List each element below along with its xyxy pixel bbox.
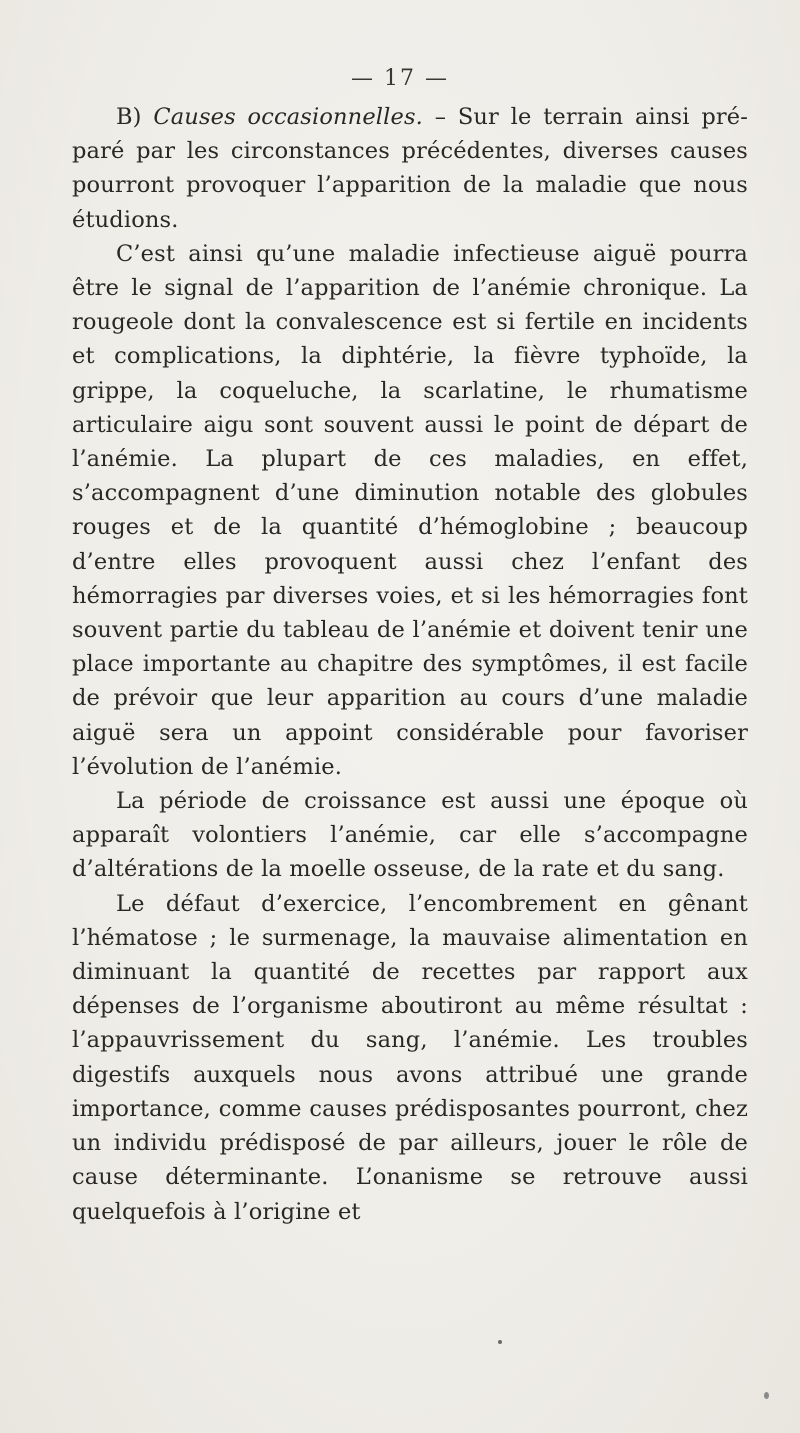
body-text bbox=[72, 100, 748, 1229]
page-number: — 17 — bbox=[351, 66, 449, 91]
print-speck bbox=[764, 1392, 769, 1399]
paragraph-lack-of-exercise: Le défaut d’exercice, l’encombrement en gênant l’hématose ; le surmenage, la mauvaise alimentation en diminuant la quantité de recettes par rapport aux dépenses de l’organisme aboutiront au même résultat : l’appauvrissement du sang, l’anémie. Les troubles digestifs auxquels nous avons attribué une grande importance, comme causes prédisposantes pourront, chez un individu prédisposé de par ailleurs, jouer le rôle de cause déterminante. L’onanisme se retrouve aussi quelquefois à l’origine et bbox=[72, 890, 748, 1225]
section-marker: B) bbox=[116, 104, 142, 130]
section-intro: – Sur le terrain ainsi pré-paré par les circonstances précédentes, diverses causes pourront provoquer l’apparition de la maladie que nous étudions. bbox=[72, 104, 748, 233]
print-speck bbox=[498, 1340, 502, 1344]
paragraph-infectious-diseases: C’est ainsi qu’une maladie infectieuse aiguë pourra être le signal de l’apparition de l’anémie chronique. La rougeole dont la convalescence est si fertile en incidents et complications, la diphtérie, la fièvre typhoïde, la grippe, la coqueluche, la scarlatine, le rhumatisme articulaire aigu sont souvent aussi le point de départ de l’anémie. La plupart de ces maladies, en effet, s’accompagnent d’une diminution notable des globules rouges et de la quantité d’hémoglobine ; beaucoup d’entre elles provoquent aussi chez l’enfant des hémorragies par diverses voies, et si les hémorragies font souvent partie du tableau de l’anémie et doivent tenir une place importante au chapitre des symptômes, il est facile de prévoir que leur apparition au cours d’une maladie aiguë sera un appoint considérable pour favoriser l’évolution de l’anémie. bbox=[72, 240, 748, 780]
section-paragraph bbox=[72, 100, 748, 237]
paragraph-growth-period: La période de croissance est aussi une époque où apparaît volontiers l’anémie, car elle s’accompagne d’altérations de la moelle osseuse, de la rate et du sang. bbox=[72, 788, 748, 883]
section-title: Causes occasionnelles. bbox=[153, 104, 423, 130]
